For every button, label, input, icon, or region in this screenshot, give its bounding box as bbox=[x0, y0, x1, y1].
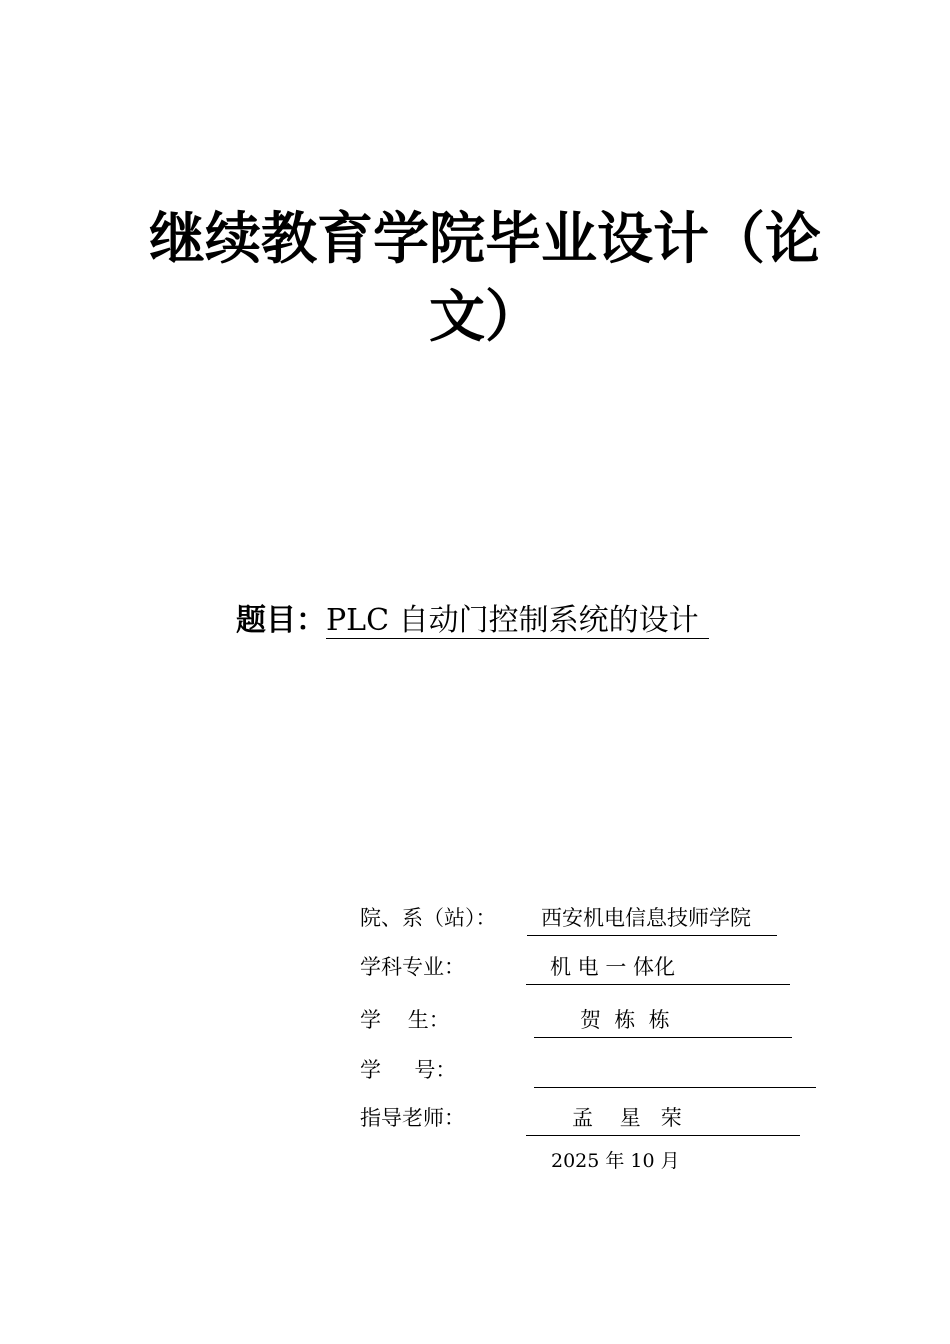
id-field bbox=[534, 1060, 816, 1088]
submission-date: 2025 年 10 月 bbox=[551, 1150, 680, 1172]
subject-label: 题目： bbox=[236, 603, 326, 638]
id-label: 学 号： bbox=[360, 1058, 457, 1082]
advisor-value: 孟 星 荣 bbox=[572, 1106, 682, 1130]
student-field bbox=[534, 1010, 792, 1038]
advisor-label: 指导老师： bbox=[360, 1106, 465, 1130]
advisor-field bbox=[526, 1108, 800, 1136]
major-value: 机 电 一 体化 bbox=[550, 955, 676, 979]
thesis-title-line-1: 继续教育学院毕业设计（论 bbox=[149, 207, 821, 272]
college-label: 院、系（站）： bbox=[360, 906, 497, 930]
student-label: 学 生： bbox=[360, 1008, 450, 1032]
student-value: 贺 栋 栋 bbox=[580, 1008, 670, 1032]
college-field bbox=[527, 908, 777, 936]
major-label: 学科专业： bbox=[360, 955, 465, 979]
college-value: 西安机电信息技师学院 bbox=[541, 906, 751, 930]
thesis-title-line-2: 文） bbox=[429, 285, 541, 350]
major-field bbox=[526, 957, 790, 985]
subject-value: PLC 自动门控制系统的设计 bbox=[326, 603, 709, 639]
subject-row bbox=[236, 603, 709, 638]
